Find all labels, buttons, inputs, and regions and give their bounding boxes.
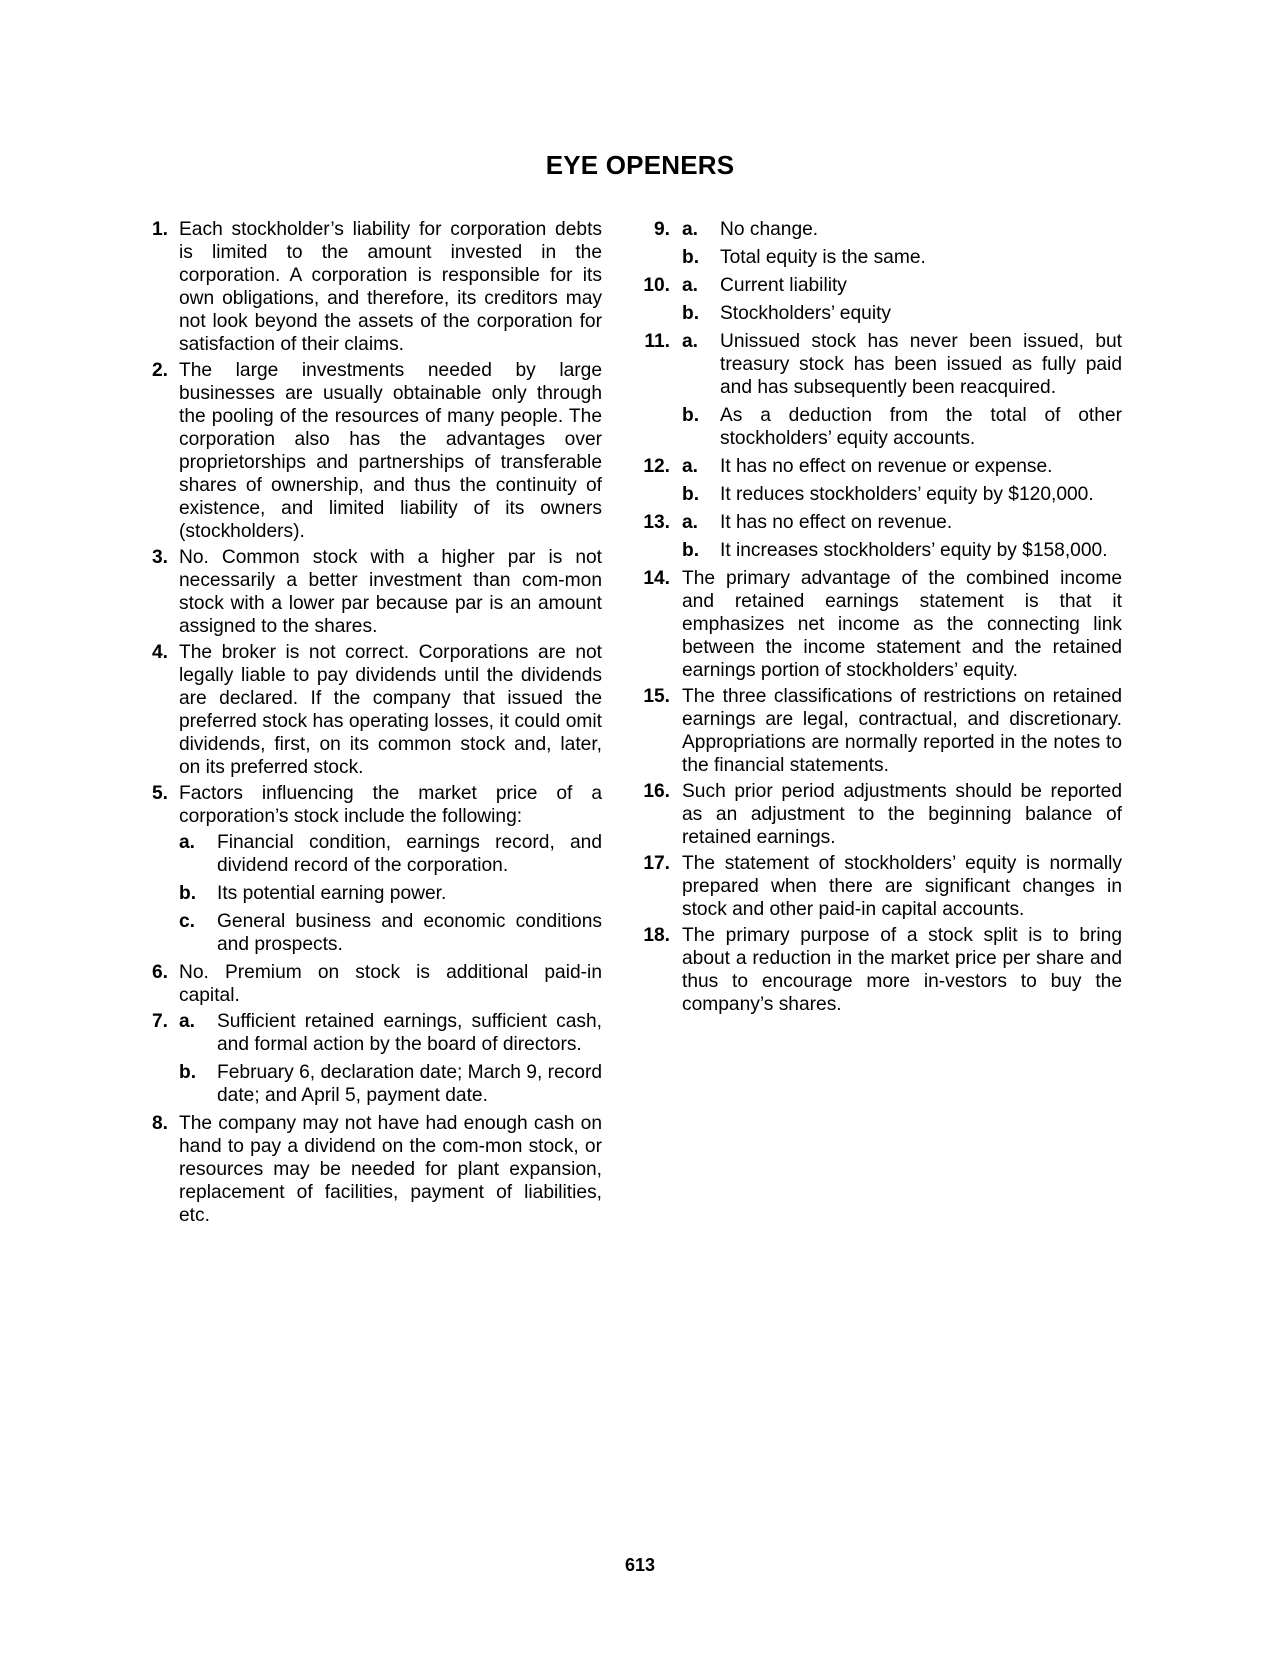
left-column: [140, 218, 602, 1230]
sub-item: [682, 246, 1122, 271]
item-number: 9.: [653, 219, 670, 240]
sub-item: [682, 483, 1122, 508]
list-item-2: [140, 359, 602, 545]
list-item-10: [640, 274, 1122, 329]
sub-item: [682, 302, 1122, 327]
page-title: EYE OPENERS: [545, 150, 735, 180]
sub-item: [682, 404, 1122, 452]
item-number: 13.: [643, 512, 670, 533]
item-number: 1.: [151, 219, 168, 240]
sub-item-letter: c.: [179, 911, 196, 932]
sub-item-text: No change.: [720, 219, 819, 240]
item-text: The three classifications of restrictions on retained earnings are legal, contractual, and discretionary. Appropriations are normally reported in the notes to the financial statements.: [682, 686, 1122, 776]
list-item-3: [140, 546, 602, 640]
item-number: 12.: [643, 456, 670, 477]
list-item-6: [140, 961, 602, 1009]
page-number: 613: [624, 1555, 656, 1575]
list-item-9: [640, 218, 1122, 273]
sub-item-letter: b.: [682, 303, 700, 324]
item-text: The primary purpose of a stock split is to bring about a reduction in the market price per share and thus to encourage more in-vestors to buy the company’s shares.: [682, 925, 1122, 1015]
item-number: 2.: [151, 360, 168, 381]
item-text: No. Common stock with a higher par is not necessarily a better investment than com-mon stock with a lower par because par is an amount assigned to the shares.: [179, 547, 602, 637]
sub-item: [682, 511, 1122, 536]
list-item-11: [640, 330, 1122, 454]
item-text: The primary advantage of the combined income and retained earnings statement is that it emphasizes net income as the connecting link between the income statement and the retained earnings portion of stockholders’ equity.: [682, 568, 1122, 681]
item-number: 6.: [151, 962, 168, 983]
item-text: The company may not have had enough cash on hand to pay a dividend on the com-mon stock, or resources may be needed for plant expansion, replacement of facilities, payment of liabilities, etc.: [179, 1113, 602, 1226]
sub-item-letter: b.: [682, 540, 700, 561]
list-item-8: [140, 1112, 602, 1229]
item-text: The large investments needed by large businesses are usually obtainable only through the pooling of the resources of many people. The corporation also has the advantages over proprietorships and partnerships of transferable shares of ownership, and thus the continuity of existence, and limited liability of its owners (stockholders).: [179, 360, 602, 542]
sub-item-letter: a.: [682, 219, 699, 240]
sub-item-text: It has no effect on revenue.: [720, 512, 953, 533]
list-item-13: [640, 511, 1122, 566]
item-number: 16.: [643, 781, 670, 802]
list-item-17: [640, 852, 1122, 923]
item-text: No. Premium on stock is additional paid-in capital.: [179, 962, 602, 1006]
sub-item-text: General business and economic conditions and prospects.: [217, 911, 602, 955]
list-item-16: [640, 780, 1122, 851]
item-text: Such prior period adjustments should be reported as an adjustment to the beginning balance of retained earnings.: [682, 781, 1122, 848]
item-number: 14.: [643, 568, 670, 589]
sub-item-text: February 6, declaration date; March 9, record date; and April 5, payment date.: [217, 1062, 603, 1106]
sub-item-text: Total equity is the same.: [720, 247, 926, 268]
item-number: 5.: [151, 783, 168, 804]
sub-item: [179, 910, 602, 958]
sub-item-letter: a.: [682, 512, 699, 533]
sub-item-letter: b.: [179, 1062, 197, 1083]
right-column: [640, 218, 1122, 1019]
sub-item-text: Its potential earning power.: [217, 883, 447, 904]
sub-item: [179, 831, 602, 879]
list-item-5: [140, 782, 602, 960]
sub-item: [179, 1010, 602, 1058]
sub-item-text: Sufficient retained earnings, sufficient cash, and formal action by the board of directors.: [217, 1011, 602, 1055]
list-item-7: [140, 1010, 602, 1111]
sub-item-text: As a deduction from the total of other stockholders’ equity accounts.: [720, 405, 1122, 449]
item-number: 4.: [151, 642, 168, 663]
sub-item: [682, 455, 1122, 480]
sub-item-text: It increases stockholders’ equity by $158,000.: [720, 540, 1108, 561]
item-text: The broker is not correct. Corporations are not legally liable to pay dividends until the dividends are declared. If the company that issued the preferred stock has operating losses, it could omit dividends, first, on its common stock and, later, on its preferred stock.: [179, 642, 602, 778]
sub-item-letter: a.: [682, 331, 699, 352]
sub-item: [682, 330, 1122, 401]
item-number: 8.: [151, 1113, 168, 1134]
list-item-18: [640, 924, 1122, 1018]
sub-item-letter: a.: [179, 832, 196, 853]
sub-item-text: Current liability: [720, 275, 847, 296]
sub-item: [682, 218, 1122, 243]
sub-item-letter: b.: [682, 405, 700, 426]
sub-item-text: Unissued stock has never been issued, but treasury stock has been issued as fully paid and has subsequently been reacquired.: [720, 331, 1122, 398]
sub-item-letter: a.: [682, 275, 699, 296]
list-item-12: [640, 455, 1122, 510]
item-text: Factors influencing the market price of a corporation’s stock include the following:: [179, 783, 602, 827]
sub-item-letter: a.: [682, 456, 699, 477]
sub-item: [179, 882, 602, 907]
list-item-14: [640, 567, 1122, 684]
sub-item-letter: b.: [179, 883, 197, 904]
sub-item-letter: b.: [682, 247, 700, 268]
item-number: 3.: [151, 547, 168, 568]
sub-item-text: It has no effect on revenue or expense.: [720, 456, 1053, 477]
sub-item-text: Stockholders’ equity: [720, 303, 892, 324]
list-item-15: [640, 685, 1122, 779]
list-item-4: [140, 641, 602, 781]
sub-item-letter: a.: [179, 1011, 196, 1032]
sub-item: [682, 274, 1122, 299]
item-number: 11.: [644, 331, 670, 352]
sub-item: [682, 539, 1122, 564]
item-text: The statement of stockholders’ equity is normally prepared when there are significant changes in stock and other paid-in capital accounts.: [682, 853, 1122, 920]
item-number: 17.: [643, 853, 670, 874]
sub-item-letter: b.: [682, 484, 700, 505]
item-text: Each stockholder’s liability for corporation debts is limited to the amount invested in the corporation. A corporation is responsible for its own obligations, and therefore, its creditors may not look beyond the assets of the corporation for satisfaction of their claims.: [179, 219, 602, 355]
item-number: 15.: [643, 686, 670, 707]
sub-item-text: Financial condition, earnings record, and dividend record of the corporation.: [217, 832, 602, 876]
item-number: 10.: [643, 275, 670, 296]
sub-item: [179, 1061, 602, 1109]
item-number: 7.: [151, 1011, 168, 1032]
list-item-1: [140, 218, 602, 358]
item-number: 18.: [643, 925, 670, 946]
sub-item-text: It reduces stockholders’ equity by $120,000.: [720, 484, 1094, 505]
